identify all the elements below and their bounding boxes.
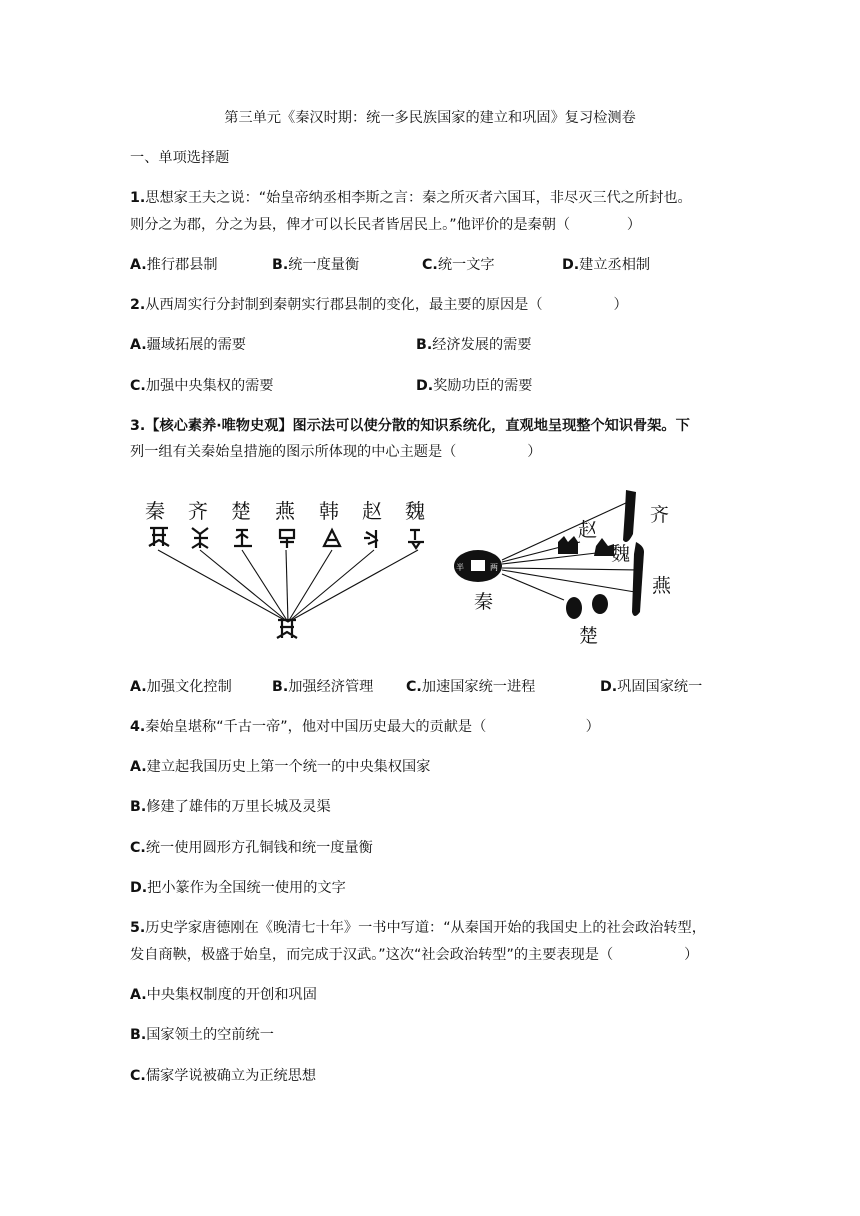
question-3-line-2: 列一组有关秦始皇措施的图示所体现的中心主题是（ ） <box>130 444 542 460</box>
zhao-spade-coin <box>558 536 578 554</box>
question-1-line-2: 则分之为郡，分之为县，俾才可以长民者皆居民上。”他评价的是秦朝（ ） <box>130 217 642 233</box>
glyph-qi <box>192 528 208 548</box>
state-label-wei: 魏 <box>405 499 425 523</box>
option-c: C.加强中央集权的需要 <box>130 378 274 394</box>
currency-unification-figure <box>454 490 672 647</box>
glyph-zhao <box>364 530 378 548</box>
unified-script-glyph <box>277 620 297 638</box>
state-label-qi: 齐 <box>188 499 208 523</box>
state-label-qin: 秦 <box>145 499 165 523</box>
svg-text:两: 两 <box>490 563 498 572</box>
chu-ant-nose-coin-2 <box>592 594 608 614</box>
question-4-text-1: 秦始皇堪称“千古一帝”，他对中国历史最大的贡献是（ ） <box>145 719 600 735</box>
coin-label-qi: 齐 <box>650 504 670 526</box>
question-5-line-1 <box>130 918 706 938</box>
question-4-option-d: D.把小篆作为全国统一使用的文字 <box>130 880 346 896</box>
question-1-line-1 <box>130 188 692 208</box>
question-4-option-c: C.统一使用圆形方孔铜钱和统一度量衡 <box>130 840 373 856</box>
question-1-number: 1. <box>130 190 146 206</box>
glyph-yan <box>280 530 294 548</box>
glyph-chu <box>234 530 252 546</box>
ancient-script-glyphs <box>149 528 424 548</box>
question-5-number: 5. <box>130 920 146 936</box>
option-c: C.统一文字 <box>422 257 495 273</box>
state-label-zhao: 赵 <box>362 499 382 523</box>
qi-knife-coin <box>623 490 636 542</box>
glyph-qin <box>149 528 169 546</box>
yan-knife-coin <box>632 542 644 616</box>
question-1-text-1: 思想家王夫之说：“始皇帝纳丞相李斯之言：秦之所灭者六国耳，非尽灭三代之所封也。 <box>145 190 692 206</box>
script-unification-figure <box>145 499 425 638</box>
question-3-text-1: 【核心素养·唯物史观】图示法可以使分散的知识系统化，直观地呈现整个知识骨架。下 <box>145 418 690 434</box>
chu-ant-nose-coin-1 <box>566 597 582 619</box>
glyph-wei <box>408 530 424 548</box>
question-3-number: 3. <box>130 418 146 434</box>
question-5-option-a: A.中央集权制度的开创和巩固 <box>130 987 317 1003</box>
option-a: A.疆域拓展的需要 <box>130 337 246 353</box>
option-d: D.奖励功臣的需要 <box>416 378 533 394</box>
option-a: A.推行郡县制 <box>130 257 218 273</box>
option-c: C.加速国家统一进程 <box>406 679 536 695</box>
coin-label-wei: 魏 <box>611 543 631 565</box>
question-4-option-a: A.建立起我国历史上第一个统一的中央集权国家 <box>130 759 431 775</box>
glyph-han <box>324 530 340 546</box>
option-b: B.经济发展的需要 <box>416 337 532 353</box>
question-2-line-1 <box>130 295 628 315</box>
option-b: B.统一度量衡 <box>272 257 360 273</box>
coin-label-zhao: 赵 <box>578 519 598 541</box>
coin-label-yan: 燕 <box>652 575 672 597</box>
section-heading: 一、单项选择题 <box>130 150 230 166</box>
option-d: D.建立丞相制 <box>562 257 651 273</box>
qin-unification-diagram <box>130 480 730 650</box>
state-label-han: 韩 <box>319 499 339 523</box>
option-a: A.加强文化控制 <box>130 679 232 695</box>
question-4-line-1 <box>130 717 600 737</box>
question-5-option-c: C.儒家学说被确立为正统思想 <box>130 1068 317 1084</box>
state-label-yan: 燕 <box>275 499 295 523</box>
option-b: B.加强经济管理 <box>272 679 374 695</box>
question-5-option-b: B.国家领土的空前统一 <box>130 1027 274 1043</box>
question-5-text-1: 历史学家唐德刚在《晚清七十年》一书中写道：“从秦国开始的我国史上的社会政治转型， <box>145 920 706 936</box>
option-d: D.巩固国家统一 <box>600 679 703 695</box>
question-5-line-2: 发自商鞅，极盛于始皇，而完成于汉武。”这次“社会政治转型”的主要表现是（ ） <box>130 947 699 963</box>
question-2-text-1: 从西周实行分封制到秦朝实行郡县制的变化，最主要的原因是（ ） <box>145 297 628 313</box>
coin-label-chu: 楚 <box>579 625 599 647</box>
question-4-option-b: B.修建了雄伟的万里长城及灵渠 <box>130 799 331 815</box>
converging-lines <box>158 550 418 622</box>
question-2-number: 2. <box>130 297 146 313</box>
svg-text:半: 半 <box>456 563 464 572</box>
exam-title: 第三单元《秦汉时期：统一多民族国家的建立和巩固》复习检测卷 <box>224 110 636 126</box>
question-4-number: 4. <box>130 719 146 735</box>
coin-label-qin: 秦 <box>474 591 494 613</box>
question-3-line-1 <box>130 416 690 436</box>
state-label-chu: 楚 <box>231 499 251 523</box>
